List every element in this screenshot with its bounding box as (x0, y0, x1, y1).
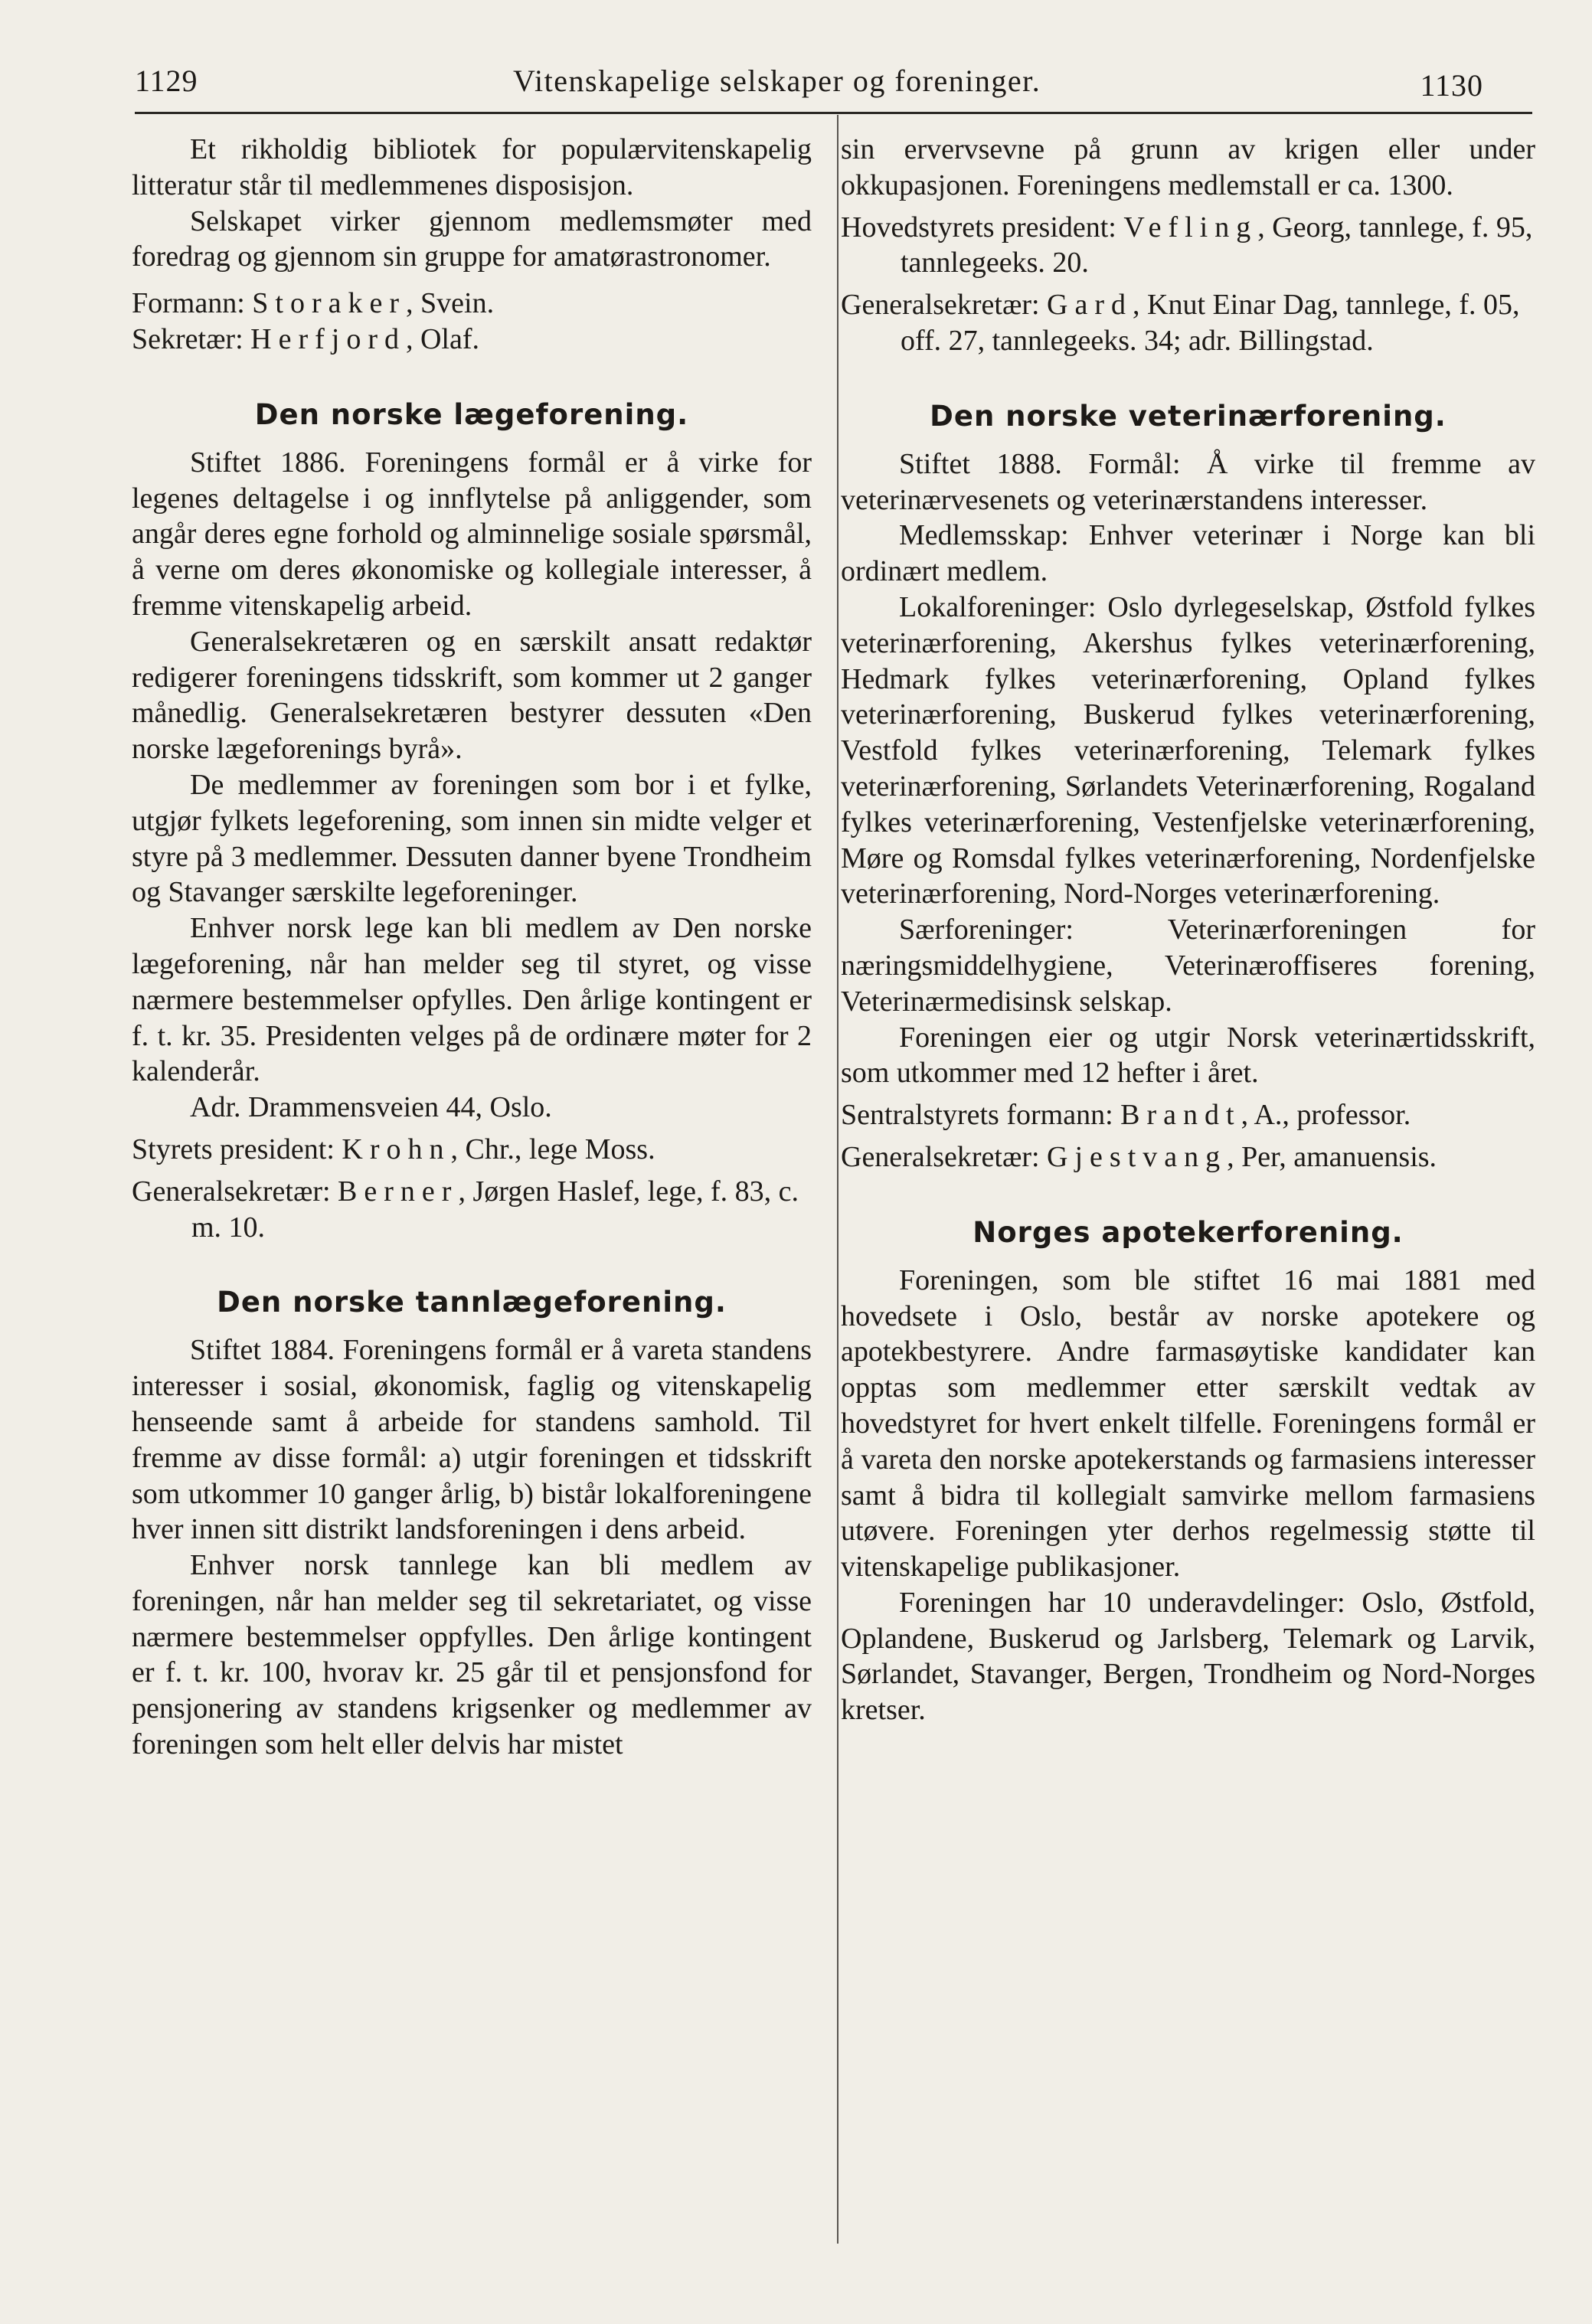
apo-paragraph-2: Foreningen har 10 underavdelinger: Oslo, Østfold, Oplandene, Buskerud og Jarlsberg, Telemark og Larvik, Sørlandet, Stavanger, Bergen, Trondheim og Nord-Norges kretser. (841, 1586, 1535, 1727)
president-rest: , Georg, tannlege, f. 95, tannlegeeks. 20. (901, 211, 1533, 279)
generalsekretaer-rest: , Per, amanuensis. (1227, 1140, 1437, 1173)
running-header (135, 63, 1538, 109)
formann-rest: , Svein. (406, 287, 495, 320)
president-name: Vefling (1123, 211, 1258, 244)
formann-label: Sentralstyrets formann: (841, 1099, 1113, 1132)
laege-paragraph-1: Stiftet 1886. Foreningens formål er å virke for legenes deltagelse i og innflytelse på anliggender, som angår deres egne forhold og alminnelige sosiale spørsmål, å verne om deres økonomiske og kollegiale interesser, å fremme vitenskapelig arbeid. (132, 446, 812, 622)
laege-address: Adr. Drammensveien 44, Oslo. (190, 1091, 552, 1124)
generalsekretaer-label: Generalsekretær: (841, 1140, 1040, 1173)
formann-label: Formann: (132, 287, 245, 320)
tann-paragraph-2: Enhver norsk tannlege kan bli medlem av foreningen, når han melder seg til sekretariatet, og visse nærmere bestemmelser oppfylles. Den årlige kontingent er f. t. kr. 100, hvorav kr. 25 går til et pensjonsfond for pensjonering av standens krigsenker og medlemmer av foreningen som helt eller delvis har mistet (132, 1549, 812, 1761)
vet-paragraph-4: Særforeninger: Veterinærforeningen for næringsmiddelhygiene, Veterinæroffiseres forening, Veterinærmedisinsk selskap. (841, 914, 1535, 1018)
vet-paragraph-3: Lokalforeninger: Oslo dyrlegeselskap, Østfold fylkes veterinærforening, Akershus fylkes veterinærforening, Hedmark fylkes veterinærforening, Opland fylkes veterinærforening, Buskerud fylkes veterinærforening, Vestfold fylkes veterinærforening, Telemark fylkes veterinærforening, Sørlandets Veterinærforening, Rogaland fylkes veterinærforening, Vestenfjelske veterinærforening, Møre og Romsdal fylkes veterinærforening, Nordenfjelske veterinærforening, Nord-Norges veterinærforening. (841, 590, 1535, 910)
vet-paragraph-2: Medlemsskap: Enhver veterinær i Norge kan bli ordinært medlem. (841, 519, 1535, 588)
laege-generalsekretaer-line (132, 1174, 812, 1246)
apo-paragraph-1: Foreningen, som ble stiftet 16 mai 1881 med hovedsete i Oslo, består av norske apotekere og apotekbestyrere. Andre farmasøytiske kandidater kan opptas som medlemmer etter særskilt vedtak av hovedstyret for hvert enkelt tilfelle. Foreningens formål er å vareta den norske apotekerstands og farmasiens interesser samt å bidra til kollegialt samvirke mellom farmasiens utøvere. Foreningen yter derhos regelmessig støtte til vitenskapelige publikasjoner. (841, 1263, 1535, 1584)
page-number-right: 1130 (1420, 68, 1483, 103)
sekretaer-rest: , Olaf. (405, 322, 480, 355)
running-title: Vitenskapelige selskaper og foreninger. (513, 64, 1041, 98)
formann-name: Brandt (1120, 1099, 1241, 1132)
generalsekretaer-name: Berner (338, 1175, 459, 1208)
president-name: Krohn (342, 1133, 451, 1165)
vet-generalsekretaer-line (841, 1139, 1535, 1175)
section-heading-veterinaerforening: Den norske veterinærforening. (930, 399, 1447, 433)
generalsekretaer-rest: , Jørgen Haslef, lege, f. 83, c. m. 10. (191, 1175, 799, 1244)
section-heading-laegeforening: Den norske lægeforening. (254, 397, 689, 431)
tann-generalsekretaer-line (841, 287, 1535, 359)
left-column (132, 132, 812, 1763)
generalsekretaer-rest: , Knut Einar Dag, tannlege, f. 05, off. 27, tannlegeeks. 34; adr. Billingstad. (901, 289, 1520, 357)
generalsekretaer-name: Gjestvang (1047, 1140, 1228, 1173)
vet-paragraph-1: Stiftet 1888. Formål: Å virke til fremme av veterinærvesenets og veterinærstandens interesser. (841, 447, 1535, 516)
laege-president-line (132, 1132, 812, 1168)
tann-paragraph-1: Stiftet 1884. Foreningens formål er å vareta standens interesser i sosial, økonomisk, faglig og vitenskapelig henseende samt å arbeide for standens samhold. Til fremme av disse formål: a) utgir foreningen et tidsskrift som utkommer 10 ganger årlig, b) bistår lokalforeningene hver innen sitt distrikt landsforeningen i dens arbeid. (132, 1334, 812, 1546)
right-column (841, 132, 1535, 1728)
column-divider (837, 115, 838, 2244)
formann-rest: , A., professor. (1241, 1099, 1411, 1132)
header-rule (135, 112, 1532, 114)
vet-formann-line (841, 1097, 1535, 1133)
section-heading-tannlaegeforening: Den norske tannlægeforening. (217, 1286, 727, 1319)
astro-paragraph-1: Et rikholdig bibliotek for populærvitenskapelig litteratur står til medlemmenes disposisjon. (132, 133, 812, 201)
tann-continuation: sin ervervsevne på grunn av krigen eller under okkupasjonen. Foreningens medlemstall er ca. 1300. (841, 133, 1535, 201)
astro-sekretaer-line (132, 322, 812, 358)
president-label: Hovedstyrets president: (841, 211, 1116, 244)
vet-paragraph-5: Foreningen eier og utgir Norsk veterinærtidsskrift, som utkommer med 12 hefter i året. (841, 1021, 1535, 1090)
astro-paragraph-2: Selskapet virker gjennom medlemsmøter med foredrag og gjennom sin gruppe for amatørastronomer. (132, 204, 812, 273)
president-rest: , Chr., lege Moss. (450, 1133, 655, 1165)
astro-formann-line (132, 286, 812, 322)
sekretaer-label: Sekretær: (132, 322, 244, 355)
sekretaer-name: Herfjord (250, 322, 406, 355)
generalsekretaer-name: Gard (1047, 289, 1133, 322)
formann-name: Storaker (252, 287, 407, 320)
generalsekretaer-label: Generalsekretær: (132, 1175, 331, 1208)
laege-paragraph-3: De medlemmer av foreningen som bor i et fylke, utgjør fylkets legeforening, som innen sin midte velger et styre på 3 medlemmer. Dessuten danner byene Trondheim og Stavanger særskilte legeforeninger. (132, 768, 812, 909)
generalsekretaer-label: Generalsekretær: (841, 289, 1040, 322)
laege-paragraph-4: Enhver norsk lege kan bli medlem av Den norske lægeforening, når han melder seg til styret, og visse nærmere bestemmelser opfylles. Den årlige kontingent er f. t. kr. 35. Presidenten velges på de ordinære møter for 2 kalenderår. (132, 912, 812, 1088)
president-label: Styrets president: (132, 1133, 335, 1165)
laege-paragraph-2: Generalsekretæren og en særskilt ansatt redaktør redigerer foreningens tidsskrift, som kommer ut 2 ganger månedlig. Generalsekretæren bestyrer dessuten «Den norske lægeforenings byrå». (132, 625, 812, 766)
section-heading-apotekerforening: Norges apotekerforening. (973, 1215, 1404, 1249)
tann-president-line (841, 210, 1535, 282)
page-number-left: 1129 (135, 64, 198, 98)
